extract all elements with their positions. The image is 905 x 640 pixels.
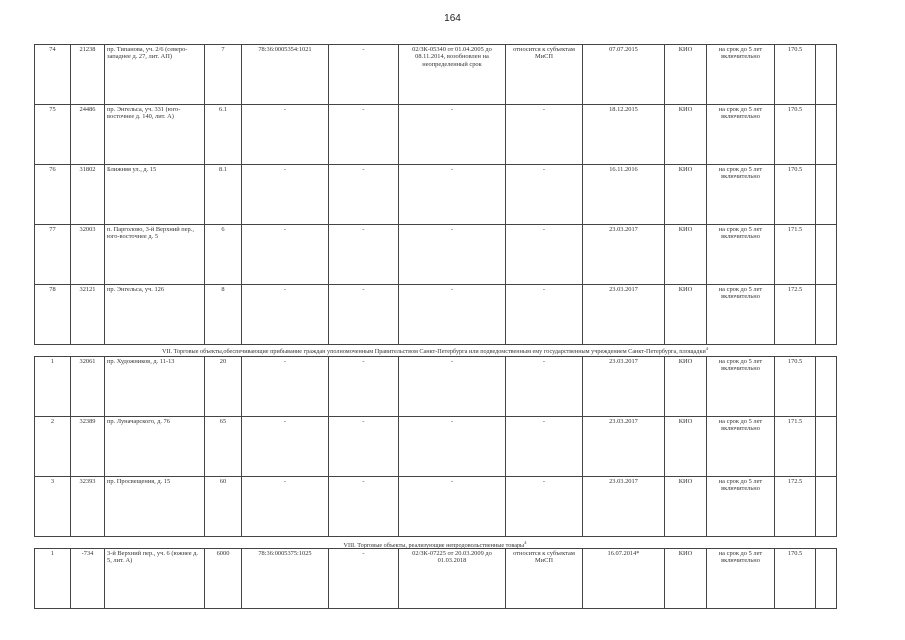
authority-cell: КИО <box>665 285 707 345</box>
cadastral-number-cell: - <box>242 417 329 477</box>
msp-status-cell: - <box>506 417 583 477</box>
term-cell: на срок до 5 лет включительно <box>707 549 775 609</box>
address-cell: пр. Просвещения, д. 15 <box>105 477 205 537</box>
term-cell: на срок до 5 лет включительно <box>707 357 775 417</box>
term-cell: на срок до 5 лет включительно <box>707 225 775 285</box>
cadastral-number-cell: - <box>242 477 329 537</box>
page-number: 164 <box>444 13 461 24</box>
msp-status-cell: относится к субъектам МиСП <box>506 549 583 609</box>
object-id-cell: 24486 <box>71 105 105 165</box>
blank-cell <box>816 357 837 417</box>
msp-status-cell: - <box>506 105 583 165</box>
authority-cell: КИО <box>665 357 707 417</box>
table-row <box>35 477 837 537</box>
section-vii-heading <box>34 345 836 355</box>
contract-cell: 02/ЗК-05340 от 01.04.2005 до 08.11.2014, возобновлен на неопределенный срок <box>399 45 506 105</box>
row-number-cell: 77 <box>35 225 71 285</box>
area-cell: 60 <box>205 477 242 537</box>
term-cell: на срок до 5 лет включительно <box>707 165 775 225</box>
cadastral-number-cell: - <box>242 225 329 285</box>
period-cell: 172.5 <box>775 477 816 537</box>
inclusion-date-cell: 16.11.2016 <box>583 165 665 225</box>
row-number-cell: 1 <box>35 357 71 417</box>
row-number-cell: 78 <box>35 285 71 345</box>
period-cell: 172.5 <box>775 285 816 345</box>
cadastral-number-cell: 78:36:0005354:1021 <box>242 45 329 105</box>
area-cell: 65 <box>205 417 242 477</box>
inclusion-date-cell: 23.03.2017 <box>583 285 665 345</box>
table-row <box>35 105 837 165</box>
address-cell: пр. Типанова, уч. 2/6 (северо-западнее д. 27, лит. АП) <box>105 45 205 105</box>
cadastral-number-cell: 78:36:0005375:1025 <box>242 549 329 609</box>
area-cell: 8.1 <box>205 165 242 225</box>
period-cell: 170.5 <box>775 357 816 417</box>
contract-cell: - <box>399 225 506 285</box>
area-cell: 20 <box>205 357 242 417</box>
blank-cell <box>816 105 837 165</box>
object-id-cell: 32003 <box>71 225 105 285</box>
empty-column-cell: - <box>329 417 399 477</box>
section-vii-title: VII. Торговые объекты,обеспечивающие прибывание граждан уполномоченным Правительством Санкт-Петербурга или подведомственным ему государственным учреждением Санкт-Петербурга, площадки <box>161 348 706 356</box>
blank-cell <box>816 549 837 609</box>
authority-cell: КИО <box>665 165 707 225</box>
authority-cell: КИО <box>665 477 707 537</box>
inclusion-date-cell: 23.03.2017 <box>583 357 665 417</box>
inclusion-date-cell: 07.07.2015 <box>583 45 665 105</box>
empty-column-cell: - <box>329 225 399 285</box>
row-number-cell: 74 <box>35 45 71 105</box>
msp-status-cell: - <box>506 225 583 285</box>
object-id-cell: 32393 <box>71 477 105 537</box>
area-cell: 7 <box>205 45 242 105</box>
contract-cell: - <box>399 477 506 537</box>
empty-column-cell: - <box>329 45 399 105</box>
object-id-cell: 32121 <box>71 285 105 345</box>
blank-cell <box>816 225 837 285</box>
contract-cell: - <box>399 165 506 225</box>
period-cell: 170.5 <box>775 549 816 609</box>
table-row <box>35 417 837 477</box>
term-cell: на срок до 5 лет включительно <box>707 477 775 537</box>
msp-status-cell: - <box>506 357 583 417</box>
object-id-cell: 32061 <box>71 357 105 417</box>
inclusion-date-cell: 16.07.2014* <box>583 549 665 609</box>
period-cell: 171.5 <box>775 225 816 285</box>
section-viii-title: VIII. Торговые объекты, реализующие непродовольственные товары <box>343 542 525 550</box>
blank-cell <box>816 45 837 105</box>
cadastral-number-cell: - <box>242 357 329 417</box>
empty-column-cell: - <box>329 357 399 417</box>
contract-cell: - <box>399 285 506 345</box>
authority-cell: КИО <box>665 45 707 105</box>
area-cell: 6.1 <box>205 105 242 165</box>
msp-status-cell: - <box>506 285 583 345</box>
contract-cell: - <box>399 357 506 417</box>
cadastral-number-cell: - <box>242 165 329 225</box>
period-cell: 170.5 <box>775 165 816 225</box>
area-cell: 8 <box>205 285 242 345</box>
term-cell: на срок до 5 лет включительно <box>707 45 775 105</box>
section-viii-footnote-mark: 4 <box>524 540 527 545</box>
row-number-cell: 3 <box>35 477 71 537</box>
contract-cell: 02/ЗК-07225 от 20.03.2009 до 01.03.2018 <box>399 549 506 609</box>
inclusion-date-cell: 23.03.2017 <box>583 417 665 477</box>
table-row <box>35 549 837 609</box>
authority-cell: КИО <box>665 549 707 609</box>
contract-cell: - <box>399 417 506 477</box>
area-cell: 6 <box>205 225 242 285</box>
empty-column-cell: - <box>329 285 399 345</box>
inclusion-date-cell: 23.03.2017 <box>583 477 665 537</box>
inclusion-date-cell: 23.03.2017 <box>583 225 665 285</box>
msp-status-cell: - <box>506 165 583 225</box>
period-cell: 170.5 <box>775 45 816 105</box>
table-row <box>35 357 837 417</box>
msp-status-cell: - <box>506 477 583 537</box>
authority-cell: КИО <box>665 105 707 165</box>
blank-cell <box>816 165 837 225</box>
cadastral-number-cell: - <box>242 285 329 345</box>
inclusion-date-cell: 18.12.2015 <box>583 105 665 165</box>
area-cell: 6000 <box>205 549 242 609</box>
section-vii-footnote-mark: 4 <box>705 346 709 351</box>
address-cell: Ближняя ул., д. 15 <box>105 165 205 225</box>
row-number-cell: 1 <box>35 549 71 609</box>
period-cell: 171.5 <box>775 417 816 477</box>
table-row <box>35 285 837 345</box>
object-id-cell: 31802 <box>71 165 105 225</box>
term-cell: на срок до 5 лет включительно <box>707 105 775 165</box>
contract-cell: - <box>399 105 506 165</box>
objects-table-block-1 <box>34 44 837 345</box>
address-cell: пр. Энгельса, уч. 126 <box>105 285 205 345</box>
empty-column-cell: - <box>329 477 399 537</box>
objects-table-block-3 <box>34 548 837 609</box>
address-cell: пр. Художников, д. 11-13 <box>105 357 205 417</box>
object-id-cell: 32389 <box>71 417 105 477</box>
authority-cell: КИО <box>665 225 707 285</box>
cadastral-number-cell: - <box>242 105 329 165</box>
authority-cell: КИО <box>665 417 707 477</box>
msp-status-cell: относится к субъектам МиСП <box>506 45 583 105</box>
object-id-cell: -734 <box>71 549 105 609</box>
address-cell: пр. Энгельса, уч. 331 (юго-восточнее д. 140, лит. А) <box>105 105 205 165</box>
empty-column-cell: - <box>329 105 399 165</box>
term-cell: на срок до 5 лет включительно <box>707 285 775 345</box>
address-cell: пр. Луначарского, д. 76 <box>105 417 205 477</box>
object-id-cell: 21238 <box>71 45 105 105</box>
table-row <box>35 165 837 225</box>
empty-column-cell: - <box>329 549 399 609</box>
blank-cell <box>816 417 837 477</box>
table-row <box>35 225 837 285</box>
empty-column-cell: - <box>329 165 399 225</box>
row-number-cell: 75 <box>35 105 71 165</box>
address-cell: 3-й Верхний пер., уч. 6 (южнее д. 5, лит. А) <box>105 549 205 609</box>
blank-cell <box>816 285 837 345</box>
address-cell: п. Парголово, 3-й Верхний пер., юго-восточнее д. 5 <box>105 225 205 285</box>
period-cell: 170.5 <box>775 105 816 165</box>
table-row <box>35 45 837 105</box>
row-number-cell: 2 <box>35 417 71 477</box>
term-cell: на срок до 5 лет включительно <box>707 417 775 477</box>
objects-table-block-2 <box>34 356 837 537</box>
blank-cell <box>816 477 837 537</box>
row-number-cell: 76 <box>35 165 71 225</box>
